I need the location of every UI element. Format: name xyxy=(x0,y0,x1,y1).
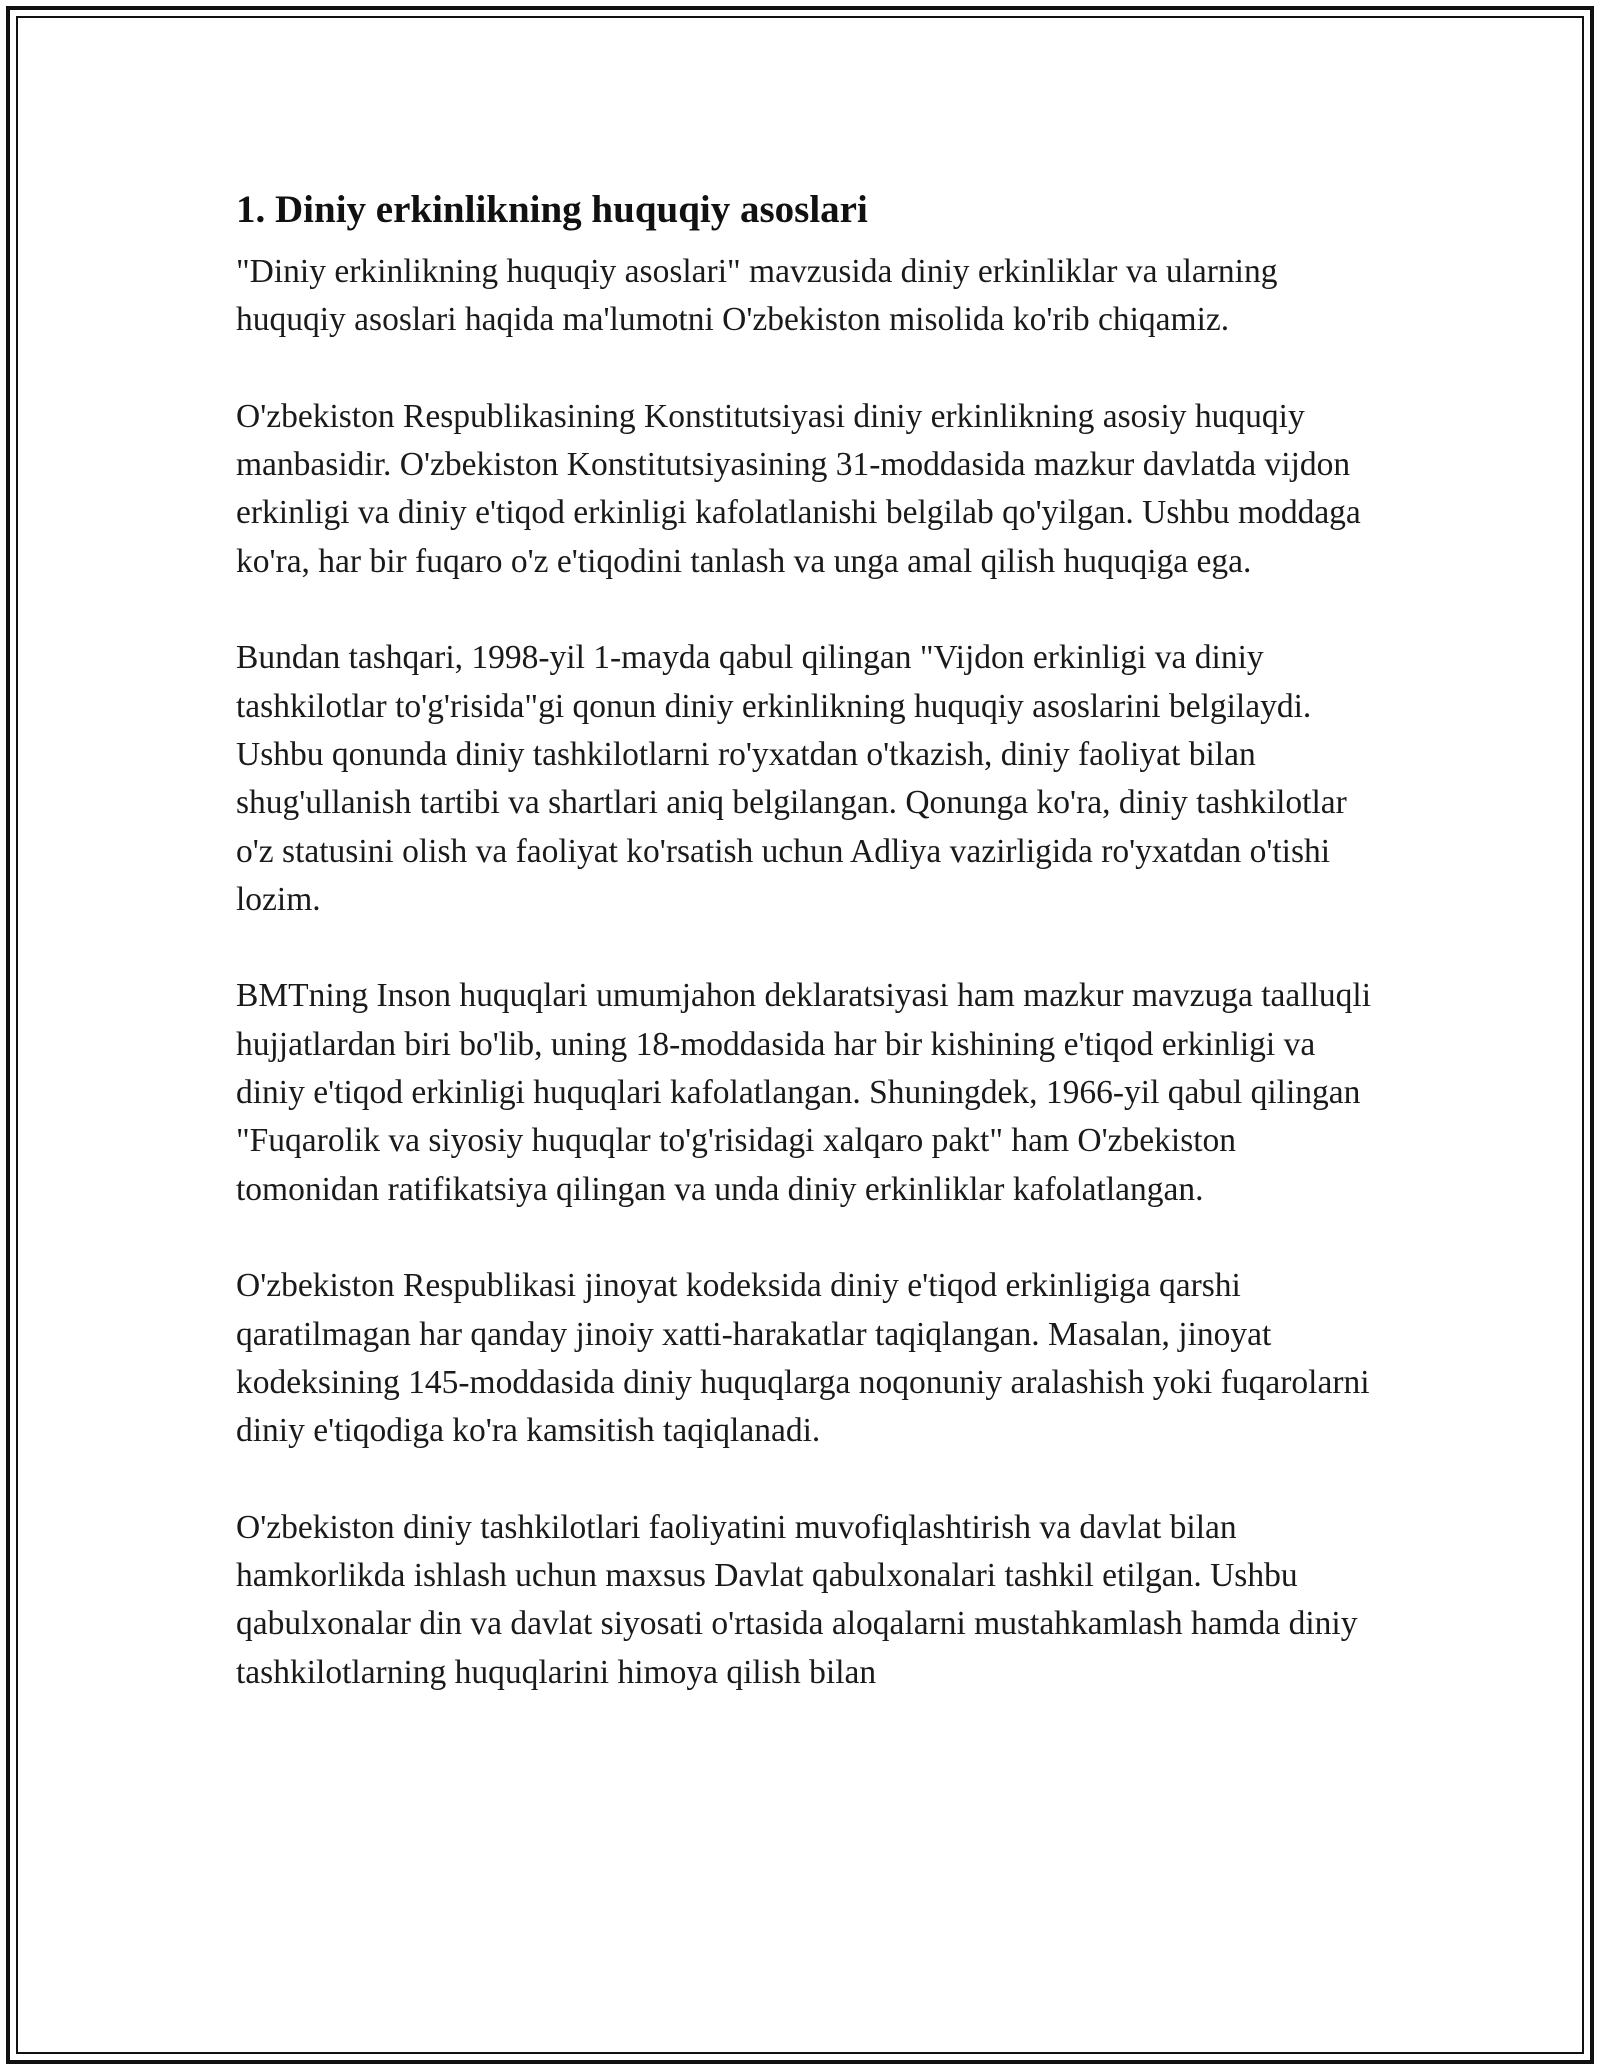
paragraph-intro: "Diniy erkinlikning huquqiy asoslari" mavzusida diniy erkinliklar va ularning huquqiy asoslari haqida ma'lumotni O'zbekiston misolida ko'rib chiqamiz. xyxy=(236,253,1278,339)
paragraph-state-offices: O'zbekiston diniy tashkilotlari faoliyatini muvofiqlashtirish va davlat bilan hamkorlikda ishlash uchun maxsus Davlat qabulxonalari tashkil etilgan. Ushbu qabulxonalar din va davlat siyosati o'rtasida aloqalarni mustahkamlash hamda diniy tashkilotlarning huquqlarini himoya qilish bilan xyxy=(236,1508,1358,1691)
paragraph-law-1998: Bundan tashqari, 1998-yil 1-mayda qabul qilingan "Vijdon erkinligi va diniy tashkilotlar to'g'risida"gi qonun diniy erkinlikning huquqiy asoslarini belgilaydi. Ushbu qonunda diniy tashkilotlarni ro'yxatdan o'tkazish, diniy faoliyat bilan shug'ullanish tartibi va shartlari aniq belgilangan. Qonunga ko'ra, diniy tashkilotlar o'z statusini olish va faoliyat ko'rsatish uchun Adliya vazirligida ro'yxatdan o'tishi lozim. xyxy=(236,639,1347,918)
paragraph-un-declaration: BMTning Inson huquqlari umumjahon deklaratsiyasi ham mazkur mavzuga taalluqli hujjatlardan biri bo'lib, uning 18-moddasida har bir kishining e'tiqod erkinligi va diniy e'tiqod erkinligi huquqlari kafolatlangan. Shuningdek, 1966-yil qabul qilingan "Fuqarolik va siyosiy huquqlar to'g'risidagi xalqaro pakt" ham O'zbekiston tomonidan ratifikatsiya qilingan va unda diniy erkinliklar kafolatlangan. xyxy=(236,977,1372,1208)
document-body xyxy=(236,180,1381,1745)
section-heading: 1. Diniy erkinlikning huquqiy asoslari xyxy=(236,188,868,231)
paragraph-constitution: O'zbekiston Respublikasining Konstitutsiyasi diniy erkinlikning asosiy huquqiy manbasidir. O'zbekiston Konstitutsiyasining 31-moddasida mazkur davlatda vijdon erkinligi va diniy e'tiqod erkinligi kafolatlanishi belgilab qo'yilgan. Ushbu moddaga ko'ra, har bir fuqaro o'z e'tiqodini tanlash va unga amal qilish huquqiga ega. xyxy=(236,397,1361,580)
paragraph-criminal-code: O'zbekiston Respublikasi jinoyat kodeksida diniy e'tiqod erkinligiga qarshi qaratilmagan har qanday jinoiy xatti-harakatlar taqiqlangan. Masalan, jinoyat kodeksining 145-moddasida diniy huquqlarga noqonuniy aralashish yoki fuqarolarni diniy e'tiqodiga ko'ra kamsitish taqiqlanadi. xyxy=(236,1267,1370,1450)
